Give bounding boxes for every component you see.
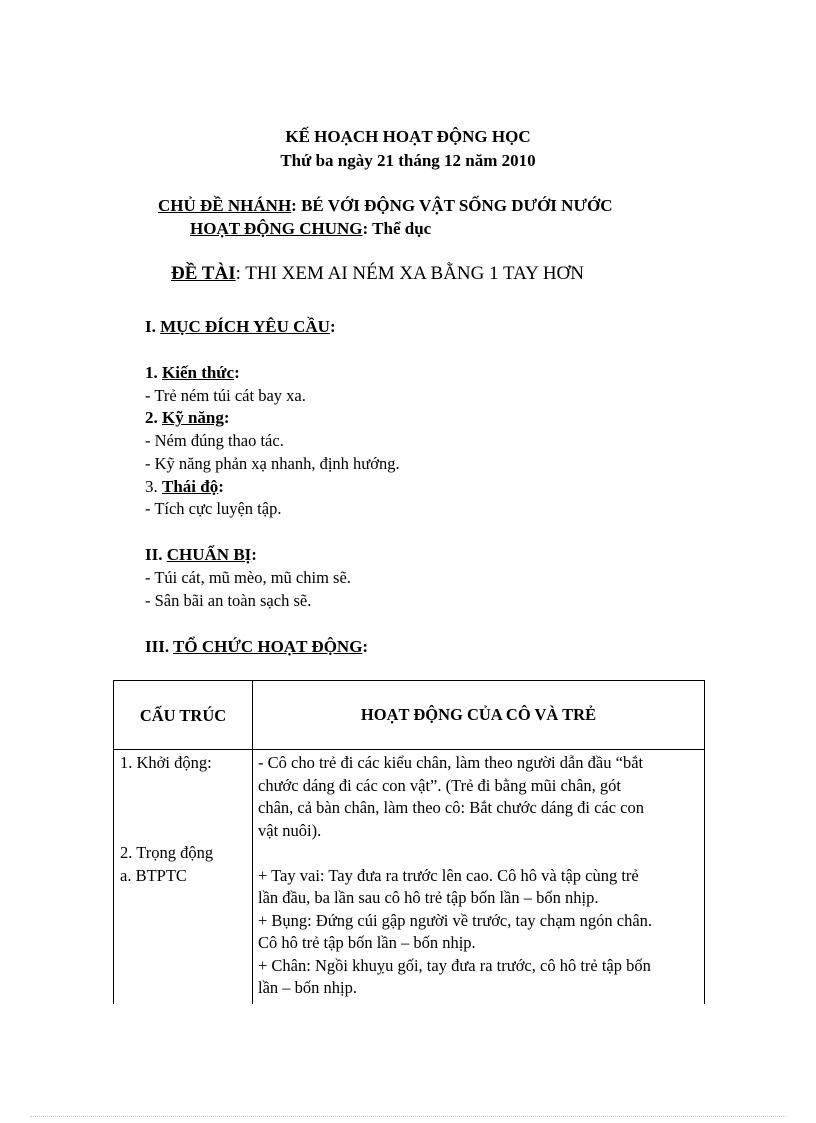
branch-topic-line	[158, 196, 612, 216]
skill-num: 2.	[145, 408, 162, 427]
skill-heading	[145, 408, 230, 428]
attitude-colon: :	[218, 477, 224, 496]
activity-line: + Tay vai: Tay đưa ra trước lên cao. Cô hô và tập cùng trẻ	[258, 865, 639, 885]
preparation-item: - Túi cát, mũ mèo, mũ chim sẽ.	[145, 568, 351, 587]
subject-label: ĐỀ TÀI	[171, 263, 236, 284]
knowledge-label: Kiến thức	[162, 363, 235, 382]
structure-line: 1. Khởi động:	[120, 753, 212, 772]
preparation-item: - Sân bãi an toàn sạch sẽ.	[145, 591, 312, 610]
structure-cell	[114, 750, 253, 1005]
activity-line: chước dáng đi các con vật”. (Trẻ đi bằng mũi chân, gót	[258, 775, 621, 795]
section-1-prefix: I.	[145, 317, 161, 336]
knowledge-heading	[145, 363, 240, 383]
section-2-heading	[145, 545, 257, 565]
subject-line	[171, 263, 584, 285]
attitude-item: - Tích cực luyện tập.	[145, 499, 282, 518]
plan-title: KẾ HOẠCH HOẠT ĐỘNG HỌC	[285, 127, 531, 146]
section-3-prefix: III.	[145, 637, 174, 656]
section-1-title: MỤC ĐÍCH YÊU CẦU	[160, 317, 330, 336]
branch-topic-value: : BÉ VỚI ĐỘNG VẬT SỐNG DƯỚI NƯỚC	[291, 196, 613, 215]
general-activity-line	[190, 219, 431, 239]
activity-line: - Cô cho trẻ đi các kiểu chân, làm theo người dẫn đầu “bắt	[258, 753, 644, 772]
section-1-heading	[145, 317, 336, 337]
attitude-num: 3.	[145, 477, 162, 496]
page-footer-divider	[30, 1116, 786, 1118]
activity-line: Cô hô trẻ tập bốn lần – bốn nhịp.	[258, 933, 476, 952]
structure-line	[120, 797, 246, 820]
section-1-suffix: :	[329, 317, 336, 336]
activity-line: + Chân: Ngồi khuỵu gối, tay đưa ra trước, cô hô trẻ tập bốn	[258, 955, 651, 975]
structure-line: 2. Trọng động	[120, 843, 214, 862]
section-2-title: CHUẨN BỊ	[166, 545, 252, 564]
table-row	[114, 750, 705, 1005]
section-3-suffix: :	[362, 637, 369, 656]
attitude-heading	[145, 477, 224, 497]
activity-cell	[253, 750, 705, 1005]
section-3-heading	[145, 637, 368, 657]
activity-line: + Bụng: Đứng cúi gập người về trước, tay chạm ngón chân.	[258, 910, 653, 930]
skill-colon: :	[223, 408, 230, 427]
plan-date: Thứ ba ngày 21 tháng 12 năm 2010	[280, 151, 536, 170]
section-2-prefix: II.	[145, 545, 167, 564]
table-header-row	[114, 681, 705, 750]
activity-line: lần – bốn nhịp.	[258, 978, 357, 997]
activity-line: chân, cả bàn chân, làm theo cô: Bắt chước dáng đi các con	[258, 798, 645, 817]
header-structure: CẤU TRÚC	[114, 681, 253, 750]
section-2-suffix: :	[251, 545, 257, 564]
skill-label: Kỹ năng	[162, 408, 224, 427]
header-activities: HOẠT ĐỘNG CỦA CÔ VÀ TRẺ	[253, 681, 705, 750]
structure-line: a. BTPTC	[120, 865, 187, 885]
skill-item: - Kỹ năng phản xạ nhanh, định hướng.	[145, 454, 400, 473]
branch-topic-label: CHỦ ĐỀ NHÁNH	[158, 196, 292, 215]
activity-line	[258, 842, 698, 865]
activity-line: lần đầu, ba lần sau cô hô trẻ tập bốn lần – bốn nhịp.	[258, 888, 599, 907]
general-activity-value: : Thể dục	[362, 219, 432, 238]
knowledge-colon: :	[234, 363, 240, 382]
general-activity-label: HOẠT ĐỘNG CHUNG	[190, 219, 363, 238]
structure-line	[120, 820, 246, 843]
knowledge-item: - Trẻ ném túi cát bay xa.	[145, 386, 306, 405]
knowledge-num: 1.	[145, 363, 162, 382]
attitude-label: Thái độ	[162, 477, 219, 496]
activity-table	[113, 680, 705, 1004]
structure-line	[120, 775, 246, 798]
section-3-title: TỔ CHỨC HOẠT ĐỘNG	[173, 637, 363, 656]
skill-item: - Ném đúng thao tác.	[145, 431, 284, 450]
subject-value: : THI XEM AI NÉM XA BẰNG 1 TAY HƠN	[235, 263, 585, 284]
activity-line: vật nuôi).	[258, 820, 322, 840]
